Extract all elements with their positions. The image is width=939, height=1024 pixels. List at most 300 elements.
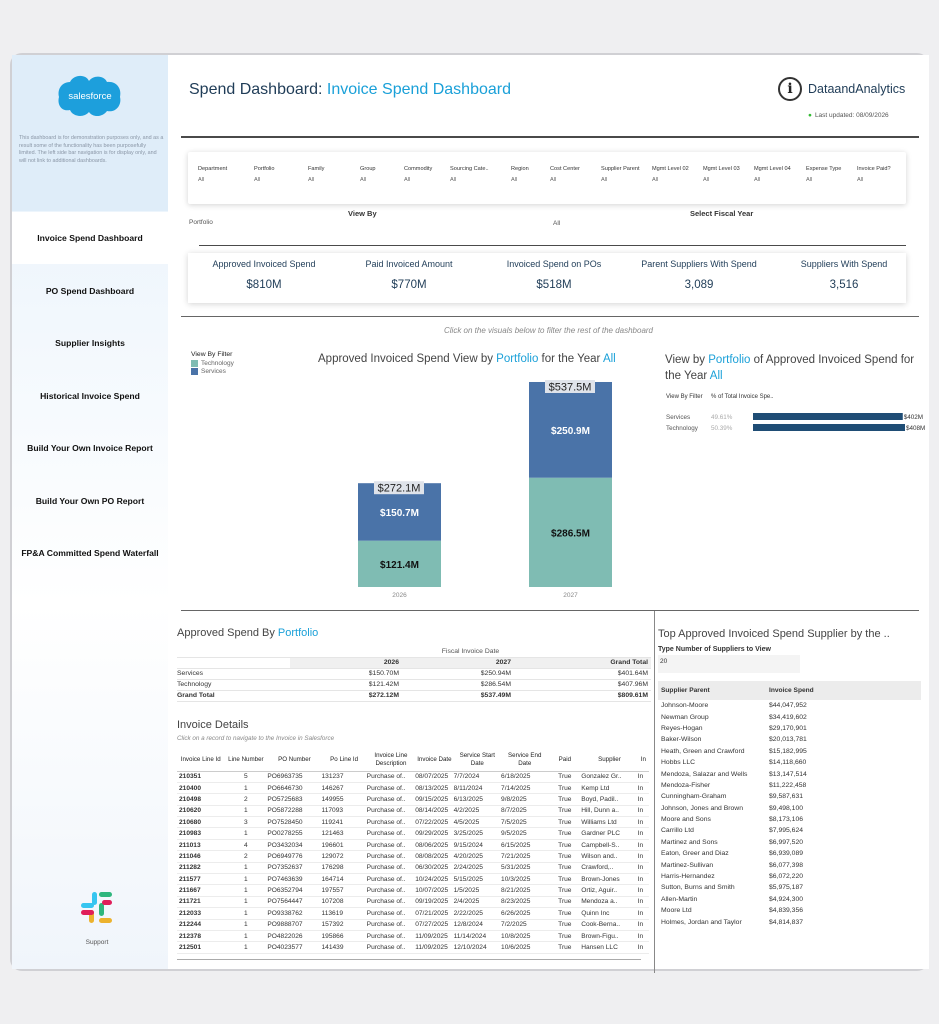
column-header[interactable]: In <box>638 749 649 771</box>
filter-department[interactable] <box>198 166 227 183</box>
table-cell: In <box>638 771 649 782</box>
table-row[interactable] <box>177 942 649 953</box>
table-cell: $401.64M <box>514 668 651 679</box>
table-cell: 210620 <box>177 805 224 816</box>
row-name: Technology <box>177 679 290 690</box>
column-header[interactable]: Line Number <box>224 749 267 771</box>
table-cell: 210983 <box>177 828 224 839</box>
table-row[interactable] <box>177 930 649 941</box>
table-cell: $9,498,100 <box>769 804 804 812</box>
table-cell: 6/15/2025 <box>501 839 548 850</box>
table-cell: $8,173,106 <box>769 816 804 824</box>
table-row[interactable] <box>177 771 649 782</box>
filter-value: All <box>450 177 457 183</box>
table-cell: 164714 <box>322 874 367 885</box>
table-cell: 1 <box>224 874 267 885</box>
chart1-title <box>318 353 616 365</box>
table-cell: True <box>548 851 581 862</box>
table-row[interactable] <box>177 668 651 679</box>
sidebar-item-fp-a-committed-spend-waterfall[interactable]: FP&A Committed Spend Waterfall <box>21 548 159 558</box>
table-cell: 211721 <box>177 896 224 907</box>
table-cell: $537.49M <box>402 690 514 701</box>
table-cell: 211013 <box>177 839 224 850</box>
table-cell: 10/24/2025 <box>415 874 453 885</box>
last-updated-text: Last updated: 08/09/2026 <box>814 112 889 119</box>
table-row[interactable] <box>658 871 921 882</box>
row-label: Services <box>666 414 691 421</box>
filter-expense-type[interactable] <box>806 166 841 183</box>
table-cell: Mendoza-Fisher <box>661 781 711 789</box>
table-cell: 09/15/2025 <box>415 794 453 805</box>
table-row[interactable] <box>177 885 649 896</box>
stacked-bar-chart[interactable] <box>338 373 638 605</box>
kpi-bar <box>188 253 906 303</box>
fiscal-year-select[interactable]: All <box>553 220 561 227</box>
table-cell: $14,118,660 <box>769 759 807 767</box>
kpi-suppliers-with-spend[interactable] <box>769 253 919 291</box>
table-cell: True <box>548 805 581 816</box>
filter-region[interactable] <box>511 166 529 183</box>
table-cell: 9/15/2024 <box>454 839 501 850</box>
suppliers-count-input[interactable]: 20 <box>658 655 800 673</box>
table-cell: $13,147,514 <box>769 770 807 778</box>
chart1-title-a: Approved Invoiced Spend View by <box>318 353 497 365</box>
table-row[interactable] <box>177 805 649 816</box>
table-cell: PO7352637 <box>267 862 321 873</box>
sidebar-item-supplier-insights[interactable]: Supplier Insights <box>55 338 125 348</box>
table-cell: In <box>638 942 649 953</box>
table-cell: $272.12M <box>290 690 402 701</box>
table-cell: 107208 <box>322 896 367 907</box>
table-cell: In <box>638 828 649 839</box>
table-cell: Crawford,.. <box>581 862 637 873</box>
table-row[interactable] <box>177 896 649 907</box>
table-cell: $809.61M <box>514 690 651 701</box>
table-cell: True <box>548 885 581 896</box>
filter-label: Mgmt Level 02 <box>652 166 689 172</box>
table-cell: 113619 <box>322 908 367 919</box>
table-cell: 08/06/2025 <box>415 839 453 850</box>
spend-by-portfolio-table <box>177 646 651 702</box>
kpi-label: Approved Invoiced Spend <box>212 259 316 269</box>
table-cell: 08/07/2025 <box>415 771 453 782</box>
table-row[interactable] <box>177 817 649 828</box>
table-row[interactable] <box>658 757 921 768</box>
tbl1-title-b: Portfolio <box>277 627 319 639</box>
title-accent: Invoice Spend Dashboard <box>326 81 511 98</box>
table-cell: Johnson, Jones and Brown <box>661 804 743 812</box>
table-cell: 121463 <box>322 828 367 839</box>
table-cell: PO9888707 <box>267 919 321 930</box>
table-cell: 4/5/2025 <box>454 817 501 828</box>
kpi-value: 3,089 <box>684 279 714 291</box>
column-header[interactable]: Paid <box>548 749 581 771</box>
table-row[interactable] <box>658 905 921 916</box>
table-cell: Purchase of.. <box>367 805 416 816</box>
sidebar-item-build-your-own-invoice-report[interactable]: Build Your Own Invoice Report <box>27 443 153 453</box>
table-row[interactable] <box>177 862 649 873</box>
filter-label: Expense Type <box>806 166 842 172</box>
table-cell: True <box>548 942 581 953</box>
chart1-title-d: All <box>602 353 616 365</box>
table-row[interactable] <box>658 780 921 791</box>
table-cell: Newman Group <box>661 713 709 721</box>
table-cell: $7,995,624 <box>769 827 804 835</box>
table-row[interactable] <box>658 700 921 711</box>
column-header[interactable]: Supplier <box>581 749 637 771</box>
column-header: % of Total Invoice Spe.. <box>711 394 774 400</box>
filter-label: Cost Center <box>550 166 580 172</box>
table-cell: True <box>548 839 581 850</box>
filter-mgmt-level-03[interactable] <box>703 166 740 183</box>
filter-label: Group <box>360 166 376 172</box>
table-cell: In <box>638 874 649 885</box>
table-cell: 10/6/2025 <box>501 942 548 953</box>
table-cell: Purchase of.. <box>367 919 416 930</box>
filter-label: Mgmt Level 03 <box>703 166 740 172</box>
filter-commodity[interactable] <box>404 166 432 183</box>
table-cell: 4 <box>224 839 267 850</box>
table-cell: 7/2/2025 <box>501 919 548 930</box>
table-cell: 5 <box>224 771 267 782</box>
table-cell: 210400 <box>177 782 224 793</box>
bar-total-label: $537.5M <box>548 381 592 394</box>
kpi-parent-suppliers-with-spend[interactable] <box>624 253 774 291</box>
table-cell: Hobbs LLC <box>661 759 696 767</box>
percent-label: 50.39% <box>711 425 733 432</box>
filter-label: Region <box>511 166 529 172</box>
table-cell: 211046 <box>177 851 224 862</box>
page-title <box>189 81 511 99</box>
table-cell: Reyes-Hogan <box>661 724 703 732</box>
table-cell: 06/30/2025 <box>415 862 453 873</box>
table-cell: 09/29/2025 <box>415 828 453 839</box>
bar-total-label: $272.1M <box>377 482 421 495</box>
column-header[interactable]: PO Number <box>267 749 321 771</box>
table-cell: In <box>638 782 649 793</box>
filter-supplier-parent[interactable] <box>601 166 640 183</box>
table-cell: Martinez-Sullivan <box>661 861 714 869</box>
horizontal-scrollbar[interactable] <box>177 959 641 960</box>
table-cell: Campbell-S.. <box>581 839 637 850</box>
brand-name: DataandAnalytics <box>808 82 906 96</box>
table-cell: Purchase of.. <box>367 851 416 862</box>
table-cell: In <box>638 862 649 873</box>
table-cell: 131237 <box>322 771 367 782</box>
table-cell: Allen-Martin <box>661 895 698 903</box>
table-cell: 196601 <box>322 839 367 850</box>
table-row[interactable] <box>658 882 921 893</box>
divider <box>654 611 655 973</box>
table-cell: PO6352794 <box>267 885 321 896</box>
table-cell: Purchase of.. <box>367 930 416 941</box>
column-header[interactable]: Service End Date <box>501 749 548 771</box>
table-cell: $150.70M <box>290 668 402 679</box>
table-cell: True <box>548 828 581 839</box>
table-cell: $4,924,300 <box>769 895 804 903</box>
table-cell: 4/2/2025 <box>454 805 501 816</box>
table-cell: 211577 <box>177 874 224 885</box>
table-cell: 210498 <box>177 794 224 805</box>
table-cell: 1 <box>224 885 267 896</box>
table-cell: Williams Ltd <box>581 817 637 828</box>
table-row[interactable] <box>658 711 921 722</box>
row-label: Technology <box>666 425 698 432</box>
table-header-row <box>177 657 651 668</box>
column-header[interactable]: Invoice Spend <box>766 681 921 700</box>
column-header[interactable]: Service Start Date <box>454 749 501 771</box>
table-cell: Johnson-Moore <box>661 702 709 710</box>
support-link[interactable]: Support <box>85 939 109 946</box>
kpi-label: Invoiced Spend on POs <box>506 259 602 269</box>
table-cell: 6/13/2025 <box>454 794 501 805</box>
table-cell: PO4023577 <box>267 942 321 953</box>
divider <box>181 610 919 611</box>
x-tick-label: 2026 <box>392 592 407 599</box>
table-row[interactable] <box>658 814 921 825</box>
column-header[interactable]: Supplier Parent <box>658 681 766 700</box>
table-cell: Heath, Green and Crawford <box>661 747 745 755</box>
table-cell: Purchase of.. <box>367 942 416 953</box>
table-cell: Purchase of.. <box>367 794 416 805</box>
table-row[interactable] <box>658 916 921 927</box>
table-row[interactable] <box>177 839 649 850</box>
table-cell: In <box>638 839 649 850</box>
legend-label: Services <box>201 368 226 375</box>
legend-item-technology[interactable] <box>191 360 234 367</box>
filter-sourcing-cate[interactable] <box>450 166 489 183</box>
table-row[interactable] <box>177 874 649 885</box>
table-cell: 129072 <box>322 851 367 862</box>
table-row[interactable] <box>177 690 651 701</box>
horizontal-bar-chart[interactable] <box>665 391 926 441</box>
table-cell: 197557 <box>322 885 367 896</box>
table-cell: $6,077,398 <box>769 861 804 869</box>
table-row[interactable] <box>658 734 921 745</box>
divider <box>181 136 919 138</box>
column-header[interactable]: Invoice Line Description <box>367 749 416 771</box>
table-cell: True <box>548 817 581 828</box>
filter-group[interactable] <box>360 166 376 183</box>
kpi-value: $518M <box>536 279 572 291</box>
title-prefix: Spend Dashboard: <box>189 81 327 98</box>
table-cell: Holmes, Jordan and Taylor <box>661 918 742 926</box>
kpi-label: Suppliers With Spend <box>800 259 888 269</box>
legend-title: View By Filter <box>191 351 233 358</box>
table-row[interactable] <box>177 782 649 793</box>
column-header: Grand Total <box>514 657 651 668</box>
table-cell: Ortiz, Aguir.. <box>581 885 637 896</box>
table-row[interactable] <box>658 894 921 905</box>
row-name: Grand Total <box>177 690 290 701</box>
table-row[interactable] <box>177 828 649 839</box>
filter-bar <box>188 152 906 204</box>
filter-label: Commodity <box>404 166 433 172</box>
table-cell: 7/7/2024 <box>454 771 501 782</box>
view-by-filter-legend <box>191 351 234 375</box>
legend-item-services[interactable] <box>191 368 234 375</box>
table-cell: Purchase of.. <box>367 874 416 885</box>
table-cell: In <box>638 930 649 941</box>
x-tick-label: 2027 <box>563 592 578 599</box>
table-cell: 211667 <box>177 885 224 896</box>
table-row[interactable] <box>658 825 921 836</box>
table-cell: $9,587,631 <box>769 793 804 801</box>
table-cell: 2/22/2025 <box>454 908 501 919</box>
table-row[interactable] <box>658 859 921 870</box>
filter-value: All <box>754 177 761 183</box>
table-row[interactable] <box>658 723 921 734</box>
table-cell: 157392 <box>322 919 367 930</box>
legend-swatch <box>191 360 198 367</box>
table-cell <box>177 646 290 657</box>
filter-value: All <box>806 177 813 183</box>
table-cell: 3 <box>224 817 267 828</box>
table-row[interactable] <box>658 746 921 757</box>
table-cell: True <box>548 782 581 793</box>
filter-invoice-paid[interactable] <box>857 166 891 183</box>
filter-label: Department <box>198 166 228 172</box>
table-row[interactable] <box>658 848 921 859</box>
slack-icon[interactable] <box>80 891 113 924</box>
column-header[interactable]: Po Line Id <box>322 749 367 771</box>
chart2-title-a: View by <box>665 354 709 366</box>
table-cell: 7/14/2025 <box>501 782 548 793</box>
table-cell: 08/08/2025 <box>415 851 453 862</box>
filter-label: Mgmt Level 04 <box>754 166 791 172</box>
table-cell: $44,047,952 <box>769 702 807 710</box>
sidebar-item-historical-invoice-spend[interactable]: Historical Invoice Spend <box>40 390 140 401</box>
table-row[interactable] <box>658 791 921 802</box>
table-cell: 212378 <box>177 930 224 941</box>
percent-label: 49.61% <box>711 414 733 421</box>
table-cell: 10/8/2025 <box>501 930 548 941</box>
table-cell: 2 <box>224 794 267 805</box>
divider <box>181 316 919 317</box>
hbar-services[interactable] <box>753 413 903 420</box>
invoice-details-title: Invoice Details <box>177 719 249 731</box>
table-cell: True <box>548 908 581 919</box>
table-row[interactable] <box>658 768 921 779</box>
table-cell: $5,975,187 <box>769 884 804 892</box>
table-cell: Purchase of.. <box>367 908 416 919</box>
table-cell: True <box>548 862 581 873</box>
table-cell: $286.54M <box>402 679 514 690</box>
filter-value: All <box>198 177 205 183</box>
table-cell: True <box>548 794 581 805</box>
kpi-paid-invoiced-amount[interactable] <box>334 253 484 291</box>
view-by-label: View By <box>348 209 377 218</box>
filter-cost-center[interactable] <box>550 166 580 183</box>
table-row[interactable] <box>658 837 921 848</box>
kpi-approved-invoiced-spend[interactable] <box>189 253 339 291</box>
kpi-label: Parent Suppliers With Spend <box>641 259 757 269</box>
table-cell: 1 <box>224 896 267 907</box>
bar-data-label: $150.7M <box>380 507 419 519</box>
table-cell: $250.94M <box>402 668 514 679</box>
column-header[interactable]: Invoice Line Id <box>177 749 224 771</box>
table-cell: Brown-Jones <box>581 874 637 885</box>
table-cell: PO6646730 <box>267 782 321 793</box>
table-cell: Purchase of.. <box>367 885 416 896</box>
chart2-title <box>665 353 925 384</box>
view-by-select[interactable]: Portfolio <box>189 219 213 226</box>
table-cell: Purchase of.. <box>367 896 416 907</box>
last-updated <box>808 112 889 119</box>
table-cell: Brown-Figu.. <box>581 930 637 941</box>
filter-mgmt-level-02[interactable] <box>652 166 689 183</box>
sidebar-item-invoice-spend-dashboard[interactable]: Invoice Spend Dashboard <box>12 212 168 264</box>
table-cell: $34,419,602 <box>769 713 807 721</box>
table-cell: 211282 <box>177 862 224 873</box>
table-cell: $15,182,995 <box>769 747 807 755</box>
table-cell: True <box>548 874 581 885</box>
filter-label: Family <box>308 166 325 172</box>
filter-mgmt-level-04[interactable] <box>754 166 791 183</box>
table-cell: PO9338762 <box>267 908 321 919</box>
sidebar-item-build-your-own-po-report[interactable]: Build Your Own PO Report <box>35 495 145 506</box>
table-row[interactable] <box>177 908 649 919</box>
status-dot-icon: ● <box>808 112 812 119</box>
table-row[interactable] <box>177 679 651 690</box>
table-cell: PO4822026 <box>267 930 321 941</box>
table-header-row <box>658 681 921 700</box>
table-cell: 210680 <box>177 817 224 828</box>
table-cell: $6,997,520 <box>769 838 804 846</box>
table-cell: Moore Ltd <box>661 907 692 915</box>
table-row[interactable] <box>658 803 921 814</box>
table-cell: 6/26/2025 <box>501 908 548 919</box>
table-cell: 11/14/2024 <box>454 930 501 941</box>
table-row[interactable] <box>177 919 649 930</box>
table-cell: 8/11/2024 <box>454 782 501 793</box>
table-cell: Purchase of.. <box>367 839 416 850</box>
table-cell: Purchase of.. <box>367 771 416 782</box>
info-icon[interactable]: i <box>778 77 802 101</box>
table-cell: In <box>638 794 649 805</box>
table-cell: $121.42M <box>290 679 402 690</box>
table-cell: 8/23/2025 <box>501 896 548 907</box>
table-cell: 2/4/2025 <box>454 896 501 907</box>
sidebar-item-po-spend-dashboard[interactable]: PO Spend Dashboard <box>45 285 135 296</box>
table-cell: True <box>548 930 581 941</box>
column-header[interactable]: Invoice Date <box>415 749 453 771</box>
table-cell: Hansen LLC <box>581 942 637 953</box>
hbar-technology[interactable] <box>753 424 905 431</box>
table-cell: 1/5/2025 <box>454 885 501 896</box>
table-cell: 141439 <box>322 942 367 953</box>
table-cell: $4,814,837 <box>769 918 804 926</box>
filter-value: All <box>550 177 557 183</box>
table-cell: In <box>638 908 649 919</box>
table-cell: Cunningham-Graham <box>661 793 727 801</box>
table-cell: 1 <box>224 930 267 941</box>
table-cell: 212033 <box>177 908 224 919</box>
table-cell: 8/21/2025 <box>501 885 548 896</box>
kpi-invoiced-spend-on-pos[interactable] <box>479 253 629 291</box>
column-header: 2026 <box>290 657 402 668</box>
filter-portfolio[interactable] <box>254 166 275 183</box>
column-header: 2027 <box>402 657 514 668</box>
table-row[interactable] <box>177 851 649 862</box>
filter-value: All <box>703 177 710 183</box>
filter-family[interactable] <box>308 166 324 183</box>
top-suppliers-table <box>658 681 921 928</box>
table-row[interactable] <box>177 794 649 805</box>
kpi-value: $770M <box>391 279 427 291</box>
table-cell: True <box>548 771 581 782</box>
table-cell: $407.96M <box>514 679 651 690</box>
